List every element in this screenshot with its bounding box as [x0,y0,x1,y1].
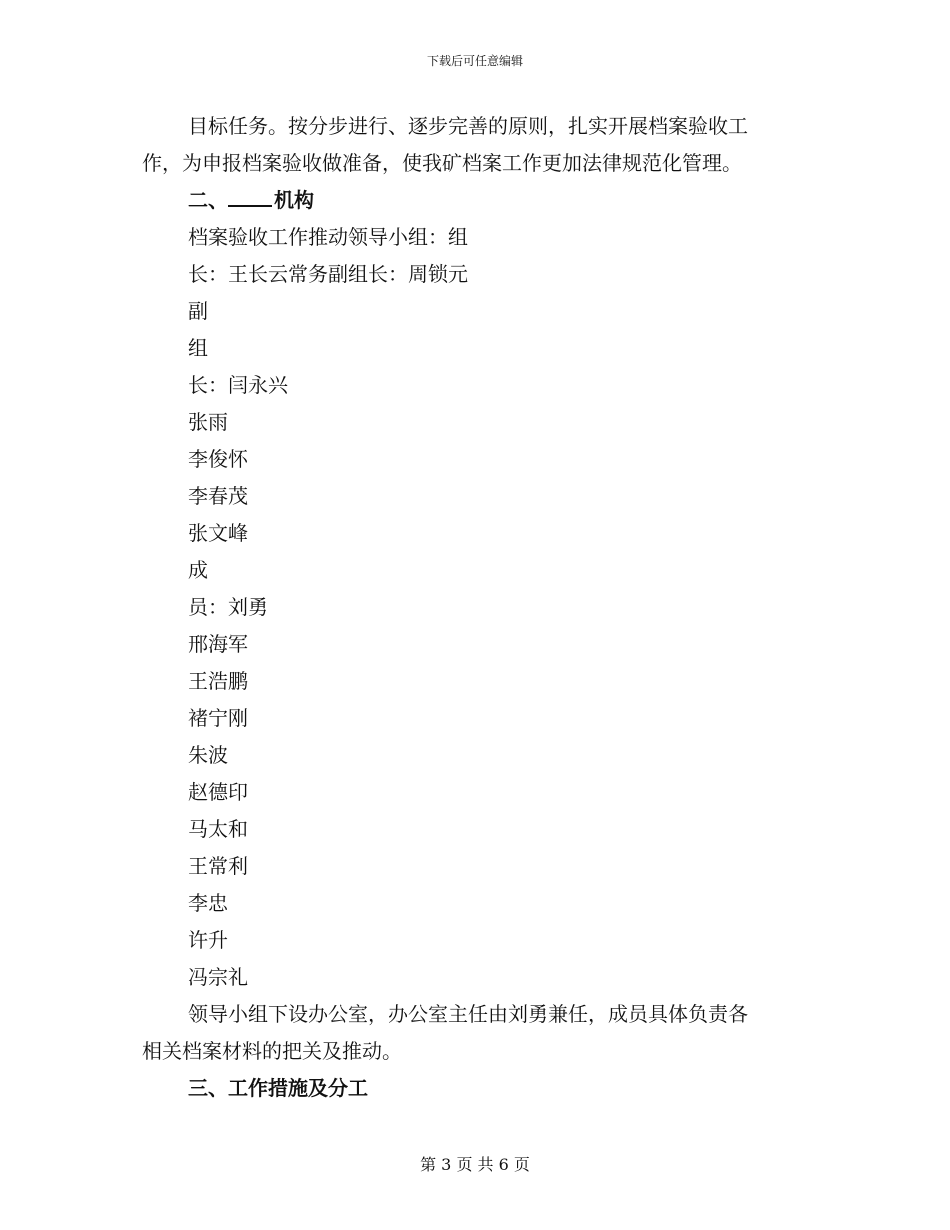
document-body [142,108,802,1107]
member-line: 马太和 [188,817,248,841]
group-line: 档案验收工作推动领导小组：组 [188,225,468,249]
member-line: 张雨 [188,410,228,434]
paragraph-line: 作，为申报档案验收做准备，使我矿档案工作更加法律规范化管理。 [142,151,742,175]
member-line: 邢海军 [188,632,248,656]
section-title: 机构 [274,188,314,212]
section-number: 二、 [188,188,228,212]
member-line: 员：刘勇 [188,595,268,619]
member-line: 朱波 [188,743,228,767]
member-line: 李忠 [188,891,228,915]
member-line: 成 [188,558,208,582]
member-line: 许升 [188,928,228,952]
fill-blank [228,185,272,207]
member-line: 李俊怀 [188,447,248,471]
page-footer: 第 3 页 共 6 页 [420,1155,530,1174]
paragraph-line: 目标任务。按分步进行、逐步完善的原则，扎实开展档案验收工 [188,114,748,138]
member-line: 组 [188,336,208,360]
member-line: 张文峰 [188,521,248,545]
member-line: 赵德印 [188,780,248,804]
member-line: 褚宁刚 [188,706,248,730]
group-line: 长：王长云常务副组长：周锁元 [188,262,468,286]
paragraph-line: 领导小组下设办公室，办公室主任由刘勇兼任，成员具体负责各 [188,1002,748,1026]
member-line: 李春茂 [188,484,248,508]
member-line: 副 [188,299,208,323]
page-header: 下载后可任意编辑 [426,54,523,68]
member-line: 冯宗礼 [188,965,248,989]
section-heading-3: 三、工作措施及分工 [188,1076,368,1100]
paragraph-line: 相关档案材料的把关及推动。 [142,1039,402,1063]
member-line: 长：闫永兴 [188,373,288,397]
member-line: 王浩鹏 [188,669,248,693]
member-line: 王常利 [188,854,248,878]
section-heading-2 [142,182,802,219]
